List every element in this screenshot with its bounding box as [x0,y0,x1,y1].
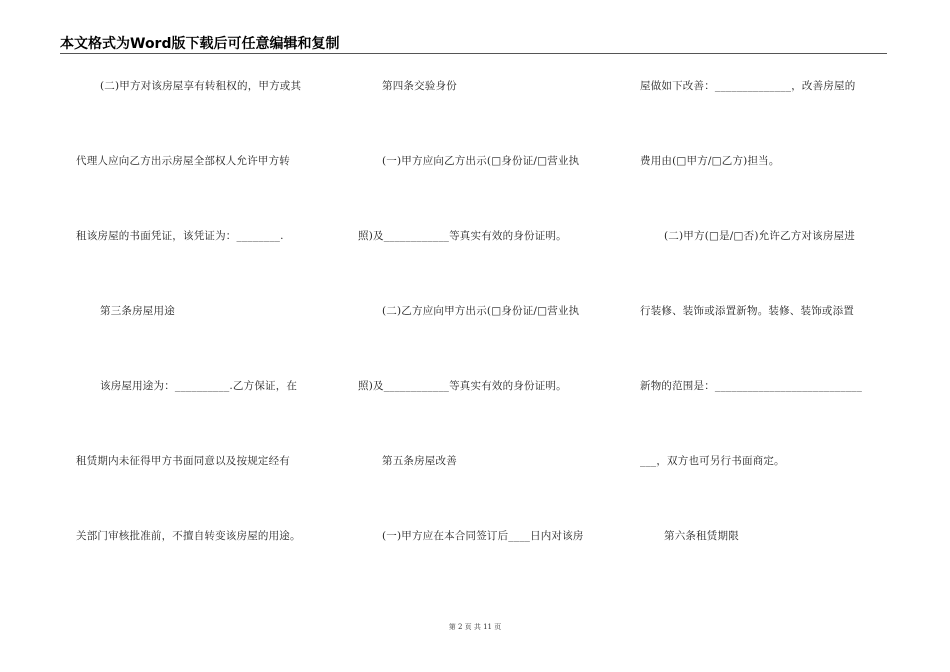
text-line: 新物的范围是：___________________________ [640,380,863,392]
text-line: (二)甲方对该房屋享有转租权的，甲方或其 [100,80,302,92]
text-line: 租赁期内未征得甲方书面同意以及按规定经有 [76,455,290,467]
text-line: 关部门审核批准前，不擅自转变该房屋的用途。 [76,530,301,542]
section-heading: 第六条租赁期限 [664,530,739,542]
text-line: 屋做如下改善：______________，改善房屋的 [640,80,856,92]
page-number: 第 2 页 共 11 页 [448,623,502,631]
text-line: ___，双方也可另行书面商定。 [640,455,785,467]
text-line: (二)甲方(□是/□否)允许乙方对该房屋进 [664,230,855,242]
text-line: (二)乙方应向甲方出示(□身份证/□营业执 [382,305,580,317]
text-line: 照)及____________等真实有效的身份证明。 [358,230,567,242]
text-line: (一)甲方应向乙方出示(□身份证/□营业执 [382,155,580,167]
section-heading: 第四条交验身份 [382,80,457,92]
page-header-title: 本文格式为Word版下载后可任意编辑和复制 [60,36,340,52]
section-heading: 第五条房屋改善 [382,455,457,467]
text-line: 代理人应向乙方出示房屋全部权人允许甲方转 [76,155,290,167]
text-line: 行装修、装饰或添置新物。装修、装饰或添置 [640,305,854,317]
text-line: (一)甲方应在本合同签订后____日内对该房 [382,530,584,542]
text-line: 该房屋用途为：__________.乙方保证，在 [100,380,298,392]
section-heading: 第三条房屋用途 [100,305,175,317]
text-line: 照)及____________等真实有效的身份证明。 [358,380,567,392]
header-divider [60,53,887,54]
text-line: 费用由(□甲方/□乙方)担当。 [640,155,780,167]
text-line: 租该房屋的书面凭证，该凭证为：________. [76,230,284,242]
